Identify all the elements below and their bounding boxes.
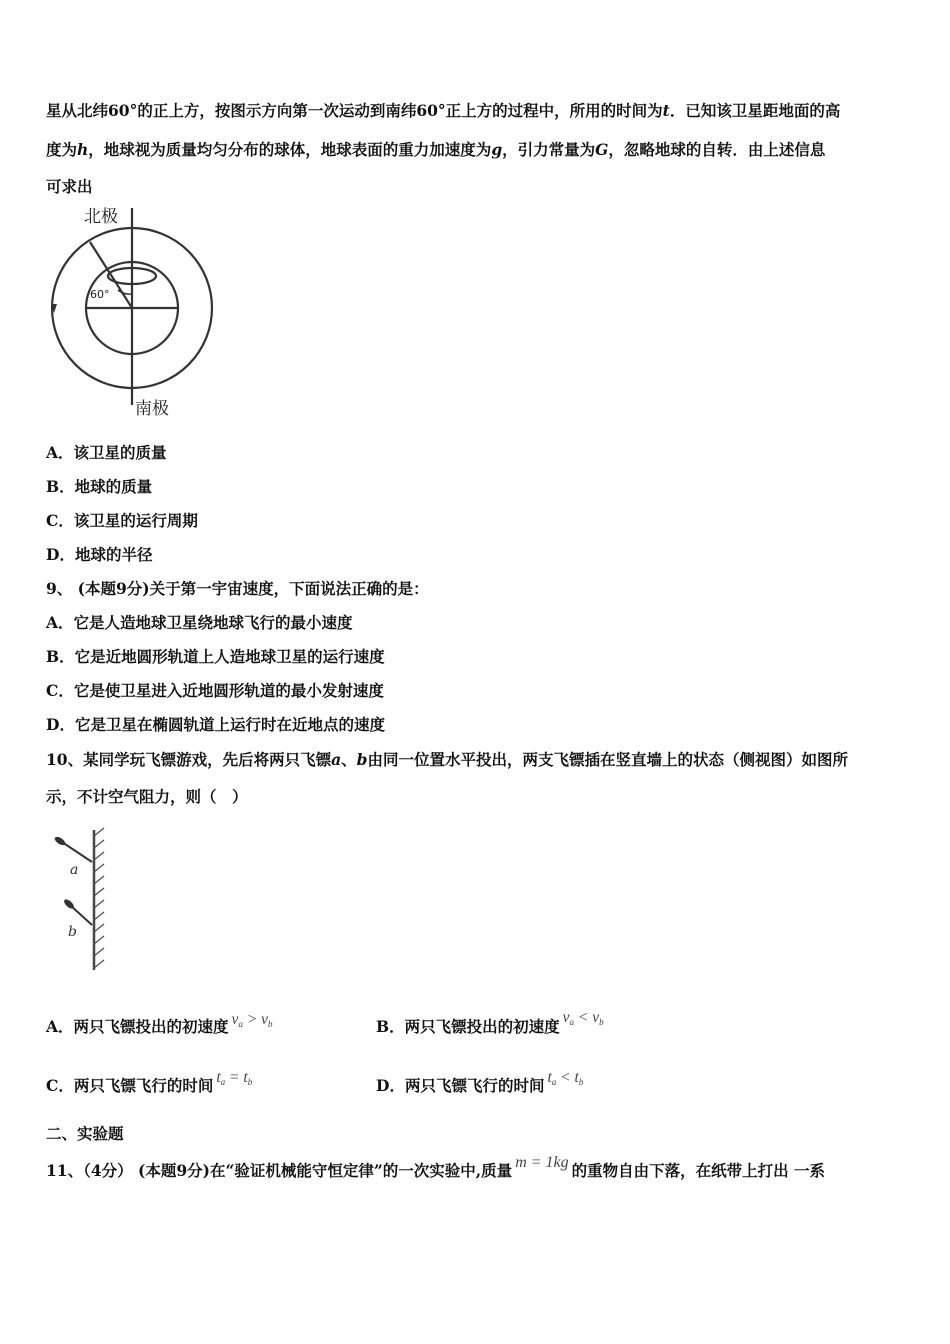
q9-option-b[interactable]: B．它是近地圆形轨道上人造地球卫星的运行速度 xyxy=(46,647,385,666)
darts-wall-figure xyxy=(44,826,114,974)
q8-option-b[interactable]: B．地球的质量 xyxy=(46,477,153,496)
q8-option-c[interactable]: C．该卫星的运行周期 xyxy=(46,511,198,530)
earth-orbit-figure xyxy=(44,200,224,424)
q9-stem: 9、 (本题9分)关于第一宇宙速度，下面说法正确的是： xyxy=(46,579,429,598)
q8-option-d[interactable]: D．地球的半径 xyxy=(46,545,153,564)
q8-stem-line1: 星从北纬60°的正上方，按图示方向第一次运动到南纬60°正上方的过程中，所用的时间为t．已知该卫星距地面的高 xyxy=(46,101,841,120)
q9-option-a[interactable]: A．它是人造地球卫星绕地球飞行的最小速度 xyxy=(46,613,353,632)
q10-option-d[interactable]: D．两只飞镖飞行的时间 $t_a < t_b$ xyxy=(376,1069,584,1095)
dart-a-label: a xyxy=(70,862,79,878)
q9-option-d[interactable]: D．它是卫星在椭圆轨道上运行时在近地点的速度 xyxy=(46,715,385,734)
q10-option-b[interactable]: B．两只飞镖投出的初速度 $v_a < v_b$ xyxy=(376,1009,604,1036)
north-pole-label: 北极 xyxy=(84,207,118,227)
q8-stem-line2: 度为h，地球视为质量均匀分布的球体，地球表面的重力加速度为g，引力常量为G，忽略地球的自转．由上述信息 xyxy=(46,140,826,159)
q10-option-a[interactable]: A．两只飞镖投出的初速度 $v_a > v_b$ xyxy=(46,1011,273,1036)
south-pole-label: 南极 xyxy=(135,399,169,419)
q11-stem: 11、（4分） (本题9分)在“验证机械能守恒定律”的一次实验中,质量 m = 1kg 的重物自由下落，在纸带上打出 一系 xyxy=(46,1154,826,1180)
q8-stem-line3: 可求出 xyxy=(46,177,93,196)
q10-stem-line2: 示，不计空气阻力，则（ ） xyxy=(46,787,248,806)
dart-b-label: b xyxy=(68,924,77,940)
dart-a-tail xyxy=(53,835,66,847)
angle-label: 60° xyxy=(90,288,110,301)
q9-option-c[interactable]: C．它是使卫星进入近地圆形轨道的最小发射速度 xyxy=(46,681,384,700)
q10-stem-line1: 10、某同学玩飞镖游戏，先后将两只飞镖a、b由同一位置水平投出，两支飞镖插在竖直墙上的状态（侧视图）如图所 xyxy=(46,750,848,769)
section-title: 二、实验题 xyxy=(46,1124,124,1143)
wall-hatching xyxy=(94,828,104,968)
q8-option-a[interactable]: A．该卫星的质量 xyxy=(46,443,167,462)
dart-a xyxy=(62,842,92,862)
q10-option-c[interactable]: C．两只飞镖飞行的时间 $t_a = t_b$ xyxy=(46,1069,253,1095)
